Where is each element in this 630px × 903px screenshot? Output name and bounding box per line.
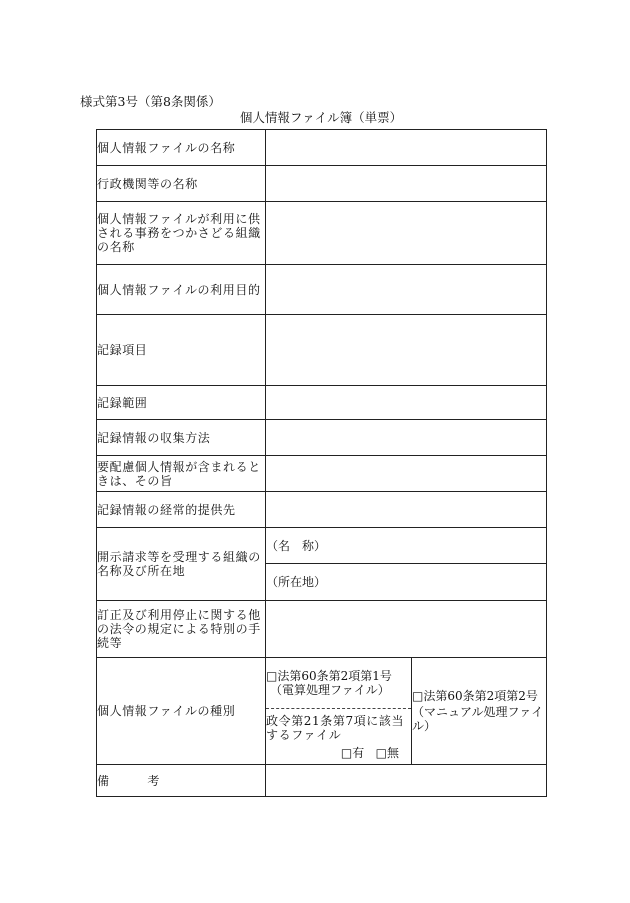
label-correction: 訂正及び利用停止に関する他の法令の規定による特別の手続等 <box>97 601 266 658</box>
label-purpose: 個人情報ファイルの利用目的 <box>97 265 266 315</box>
option-cabinet-order-file[interactable]: 政令第21条第7項に該当するファイル □有 □無 <box>266 709 412 765</box>
row-file-type-top <box>97 658 547 709</box>
form-title: 個人情報ファイル簿（単票） <box>239 110 403 125</box>
personal-info-file-register-table <box>96 129 547 797</box>
row-organization <box>97 202 547 265</box>
value-disclosure-name[interactable]: （名 称） <box>266 528 547 564</box>
row-remarks <box>97 765 547 797</box>
row-agency-name <box>97 166 547 202</box>
label-disclosure: 開示請求等を受理する組織の名称及び所在地 <box>97 528 266 601</box>
row-record-scope <box>97 386 547 420</box>
option-electronic-file[interactable]: □法第60条第2項第1号 （電算処理ファイル） <box>266 658 412 709</box>
value-record-items[interactable] <box>266 315 547 386</box>
row-sensitive-info <box>97 456 547 492</box>
value-record-scope[interactable] <box>266 386 547 420</box>
row-disclosure-name <box>97 528 547 564</box>
checkbox-no[interactable]: □無 <box>375 745 399 760</box>
label-remarks: 備 考 <box>97 765 266 797</box>
row-file-name <box>97 130 547 166</box>
value-file-name[interactable] <box>266 130 547 166</box>
label-file-type: 個人情報ファイルの種別 <box>97 658 266 765</box>
option-manual-file[interactable]: □法第60条第2項第2号 （マニュアル処理ファイル） <box>412 658 547 765</box>
label-sensitive-info: 要配慮個人情報が含まれるときは、その旨 <box>97 456 266 492</box>
row-provision <box>97 492 547 528</box>
label-record-scope: 記録範囲 <box>97 386 266 420</box>
label-provision: 記録情報の経常的提供先 <box>97 492 266 528</box>
row-collection-method <box>97 420 547 456</box>
label-organization: 個人情報ファイルが利用に供される事務をつかさどる組織の名称 <box>97 202 266 265</box>
value-sensitive-info[interactable] <box>266 456 547 492</box>
checkbox-yes[interactable]: □有 <box>340 745 365 760</box>
label-record-items: 記録項目 <box>97 315 266 386</box>
value-agency-name[interactable] <box>266 166 547 202</box>
row-correction <box>97 601 547 658</box>
label-agency-name: 行政機関等の名称 <box>97 166 266 202</box>
row-purpose <box>97 265 547 315</box>
value-organization[interactable] <box>266 202 547 265</box>
form-number-label: 様式第3号（第8条関係） <box>80 94 221 109</box>
value-provision[interactable] <box>266 492 547 528</box>
label-collection-method: 記録情報の収集方法 <box>97 420 266 456</box>
value-purpose[interactable] <box>266 265 547 315</box>
value-disclosure-address[interactable]: （所在地） <box>266 564 547 601</box>
value-correction[interactable] <box>266 601 547 658</box>
value-remarks[interactable] <box>266 765 547 797</box>
value-collection-method[interactable] <box>266 420 547 456</box>
label-file-name: 個人情報ファイルの名称 <box>97 130 266 166</box>
row-record-items <box>97 315 547 386</box>
